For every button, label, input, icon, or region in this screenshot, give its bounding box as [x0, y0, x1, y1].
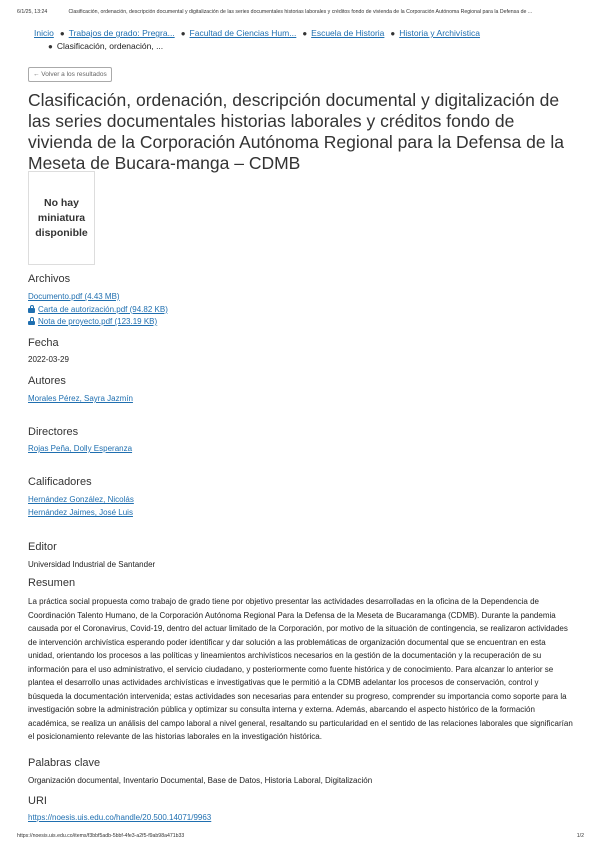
graders-heading: Calificadores — [28, 476, 92, 488]
lock-icon — [28, 305, 35, 313]
thumbnail-text: disponible — [35, 226, 88, 239]
file-link-nota[interactable]: Nota de proyecto.pdf (123.19 KB) — [38, 317, 158, 326]
bullet-icon: ● — [180, 29, 186, 38]
thumbnail-text: miniatura — [37, 211, 86, 224]
breadcrumb-facultad[interactable]: Facultad de Ciencias Hum... — [189, 28, 297, 38]
print-page-number: 1/2 — [576, 833, 584, 839]
bullet-icon: ● — [59, 29, 65, 38]
editor-value: Universidad Industrial de Santander — [28, 560, 156, 569]
grader-link[interactable]: Hernández Jaimes, José Luis — [28, 508, 133, 517]
print-date: 6/1/25, 13:24 — [17, 9, 48, 15]
bullet-icon: ● — [302, 29, 308, 38]
files-heading: Archivos — [28, 273, 71, 285]
thumbnail-placeholder — [28, 171, 95, 265]
print-header — [17, 9, 590, 15]
author-link[interactable]: Morales Pérez, Sayra Jazmín — [28, 394, 133, 403]
date-value: 2022-03-29 — [28, 355, 69, 364]
bullet-icon: ● — [390, 29, 396, 38]
thumbnail-text: No hay — [43, 196, 79, 209]
breadcrumb — [34, 27, 514, 53]
director-link[interactable]: Rojas Peña, Dolly Esperanza — [28, 444, 133, 453]
file-item — [28, 316, 157, 329]
file-item — [28, 291, 120, 304]
print-page-title: Clasificación, ordenación, descripción documental y digitalización de las series documentales historias laborales y créditos fondo de vivienda de la Corporación Autónoma Regional para la Defensa de ... — [68, 9, 533, 15]
grader-link[interactable]: Hernández González, Nicolás — [28, 495, 134, 504]
directors-heading: Directores — [28, 426, 79, 438]
date-heading: Fecha — [28, 337, 59, 349]
print-footer — [17, 833, 584, 839]
abstract-heading: Resumen — [28, 577, 76, 589]
file-link-carta[interactable]: Carta de autorización.pdf (94.82 KB) — [38, 304, 168, 314]
uri-link[interactable]: https://noesis.uis.edu.co/handle/20.500.14071/9963 — [28, 813, 212, 822]
abstract-text: La práctica social propuesta como trabajo de grado tiene por objetivo presentar las actividades desarrolladas en la oficina de la Dependencia de Coordinación Talento Humano, de la Corporación Autónoma Regional Para la Defensa de la Meseta de Bucaramanga (CDMB). Durante la pandemia causada por el Coronavirus, Covid-19, dentro del actuar limitado de la Corporación, por motivo de la situación de contingencia, se realizaron actividades de intervención archivística esperando poder identificar y dar solución a las problemáticas de organización documental que se encuentran en esta unidad, orientando los procesos a las políticas y lineamientos archivísticos necesarios en la gestión de la documentación y la recuperación de su información para el uso administrativo, el servicio ciudadano, y posteriormente como fuente histórica y de conocimiento. Para alcanzar lo anterior se plantea el desarrollo unas actividades archivísticas e investigativas que le permitió a la CDMB adelantar los procesos de conservación, control y búsqueda la documentación intervenida; estas actividades son necesarias para entender su progreso, comprender su importancia como soporte para la investigación sobre la administración pública y optimizar su consulta interna y externa. Además, abarcando el aspecto histórico de la formación académica, se realiza un análisis del campo laboral a nivel general, resaltando su particularidad en el sentido de las relaciones laborales que significarían el posicionamiento relevante de las historias laborales en la investigación histórica. — [28, 597, 573, 742]
keywords-value: Organización documental, Inventario Documental, Base de Datos, Historia Laboral, Digitalización — [28, 776, 373, 785]
print-url: https://noesis.uis.edu.co/items/f3bbf5adb-5bbf-4fe3-a2f5-f9ab98a471b33 — [17, 833, 185, 839]
keywords-heading: Palabras clave — [28, 757, 101, 769]
page-title: Clasificación, ordenación, descripción documental y digitalización de las series documentales historias laborales y créditos fondo de vivienda de la Corporación Autónoma Regional para la Defensa de la Meseta de Bucara-manga – CDMB — [28, 90, 565, 173]
back-to-results-button[interactable]: ← Volver a los resultados — [28, 67, 112, 82]
editor-heading: Editor — [28, 541, 57, 553]
breadcrumb-programa[interactable]: Historia y Archivística — [399, 28, 481, 38]
file-item — [28, 304, 168, 317]
breadcrumb-escuela[interactable]: Escuela de Historia — [311, 28, 385, 38]
bullet-icon: ● — [48, 42, 53, 51]
file-link-documento[interactable]: Documento.pdf (4.43 MB) — [28, 292, 120, 301]
lock-icon — [28, 317, 35, 325]
uri-heading: URI — [28, 795, 47, 807]
breadcrumb-current: Clasificación, ordenación, ... — [56, 41, 164, 51]
breadcrumb-trabajos[interactable]: Trabajos de grado: Pregra... — [68, 28, 175, 38]
breadcrumb-home[interactable]: Inicio — [34, 28, 54, 38]
authors-heading: Autores — [28, 375, 66, 387]
